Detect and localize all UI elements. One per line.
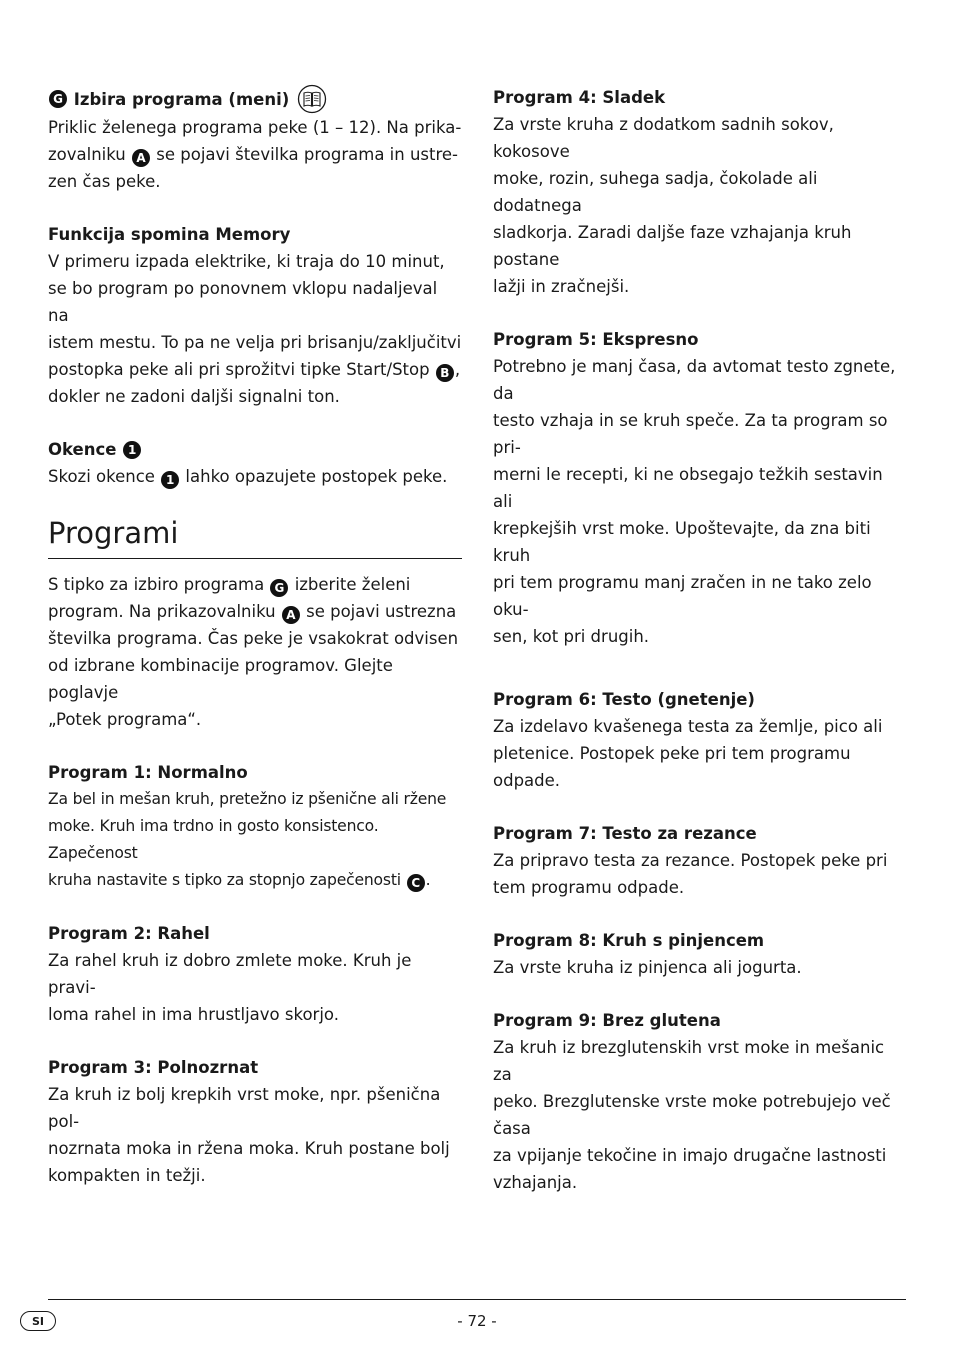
section-title: Program 9: Brez glutena bbox=[493, 1011, 721, 1030]
text-line bbox=[48, 598, 462, 625]
section-title bbox=[48, 84, 462, 114]
text-fragment: Skozi okence bbox=[48, 467, 155, 486]
text-line: pletenice. Postopek peke pri tem programu odpade. bbox=[493, 744, 851, 790]
text-line: Za kruh iz bolj krepkih vrst moke, npr. pšenična pol- bbox=[48, 1085, 441, 1131]
text-line: številka programa. Čas peke je vsakokrat odvisen bbox=[48, 629, 459, 648]
text-line: moke. Kruh ima trdno in gosto konsistenco. Zapečenost bbox=[48, 817, 379, 862]
text-line: „Potek programa“. bbox=[48, 710, 202, 729]
text-line: sen, kot pri drugih. bbox=[493, 627, 650, 646]
text-line bbox=[48, 463, 462, 490]
page-number: - 72 - bbox=[457, 1312, 497, 1330]
text-line: dokler ne zadoni daljši signalni ton. bbox=[48, 387, 340, 406]
text-line: Za vrste kruha z dodatkom sadnih sokov, kokosove bbox=[493, 115, 834, 161]
text-line: za vpijanje tekočine in imajo drugačne lastnosti bbox=[493, 1146, 887, 1165]
section-program-4 bbox=[493, 84, 907, 300]
section-title: Program 2: Rahel bbox=[48, 924, 210, 943]
text-fragment: postopka peke ali pri sprožitvi tipke Start/Stop bbox=[48, 360, 430, 379]
text-line: loma rahel in ima hrustljavo skorjo. bbox=[48, 1005, 339, 1024]
title-text: Okence bbox=[48, 440, 117, 459]
badge-c: C bbox=[407, 874, 425, 892]
badge-a: A bbox=[282, 606, 300, 624]
section-title: Program 4: Sladek bbox=[493, 88, 666, 107]
section-memory bbox=[48, 221, 462, 410]
section-window bbox=[48, 436, 462, 490]
badge-a: A bbox=[132, 149, 150, 167]
book-icon bbox=[297, 84, 327, 114]
text-line bbox=[48, 356, 462, 383]
page-heading: Programi bbox=[48, 516, 462, 559]
text-line: Za bel in mešan kruh, pretežno iz pšenične ali ržene bbox=[48, 790, 447, 808]
text-line: Za kruh iz brezglutenskih vrst moke in mešanic za bbox=[493, 1038, 885, 1084]
section-program-8 bbox=[493, 927, 907, 981]
text-line bbox=[48, 867, 462, 894]
badge-g: G bbox=[270, 579, 288, 597]
section-program-7 bbox=[493, 820, 907, 901]
right-column bbox=[493, 84, 907, 1222]
text-line: testo vzhaja in se kruh speče. Za ta program so pri- bbox=[493, 411, 888, 457]
section-program-2 bbox=[48, 920, 462, 1028]
text-line: V primeru izpada elektrike, ki traja do 10 minut, bbox=[48, 252, 445, 271]
text-line: lažji in zračnejši. bbox=[493, 277, 630, 296]
text-line: krepkejših vrst moke. Upoštevajte, da zna biti kruh bbox=[493, 519, 871, 565]
section-program-5 bbox=[493, 326, 907, 650]
section-title: Funkcija spomina Memory bbox=[48, 225, 291, 244]
text-line: vzhajanja. bbox=[493, 1173, 578, 1192]
section-intro bbox=[48, 571, 462, 733]
section-program-3 bbox=[48, 1054, 462, 1189]
text-line: merni le recepti, ki ne obsegajo težkih sestavin ali bbox=[493, 465, 883, 511]
footer-divider bbox=[48, 1299, 906, 1300]
text-fragment: program. Na prikazovalniku bbox=[48, 602, 276, 621]
text-line: Potrebno je manj časa, da avtomat testo zgnete, da bbox=[493, 357, 896, 403]
section-program-select bbox=[48, 84, 462, 195]
language-badge: SI bbox=[20, 1311, 56, 1331]
text-line: se bo program po ponovnem vklopu nadaljeval na bbox=[48, 279, 438, 325]
section-program-9 bbox=[493, 1007, 907, 1196]
text-line: od izbrane kombinacije programov. Glejte poglavje bbox=[48, 656, 393, 702]
text-fragment: kruha nastavite s tipko za stopnjo zapečenosti bbox=[48, 871, 401, 889]
text-line: pri tem programu manj zračen in ne tako zelo oku- bbox=[493, 573, 872, 619]
text-fragment: S tipko za izbiro programa bbox=[48, 575, 265, 594]
text-line: istem mestu. To pa ne velja pri brisanju/zaključitvi bbox=[48, 333, 462, 352]
text-line: Za pripravo testa za rezance. Postopek peke pri bbox=[493, 851, 888, 870]
text-line: moke, rozin, suhega sadja, čokolade ali dodatnega bbox=[493, 169, 818, 215]
badge-1: 1 bbox=[123, 441, 141, 459]
section-title: Program 3: Polnozrnat bbox=[48, 1058, 259, 1077]
section-program-6 bbox=[493, 686, 907, 794]
title-text: Izbira programa (meni) bbox=[73, 89, 290, 109]
text-line bbox=[48, 571, 462, 598]
text-line: nozrnata moka in ržena moka. Kruh postane bolj bbox=[48, 1139, 450, 1158]
text-line bbox=[48, 141, 462, 168]
text-fragment: se pojavi ustrezna bbox=[306, 602, 457, 621]
section-title bbox=[48, 436, 462, 463]
text-line: zen čas peke. bbox=[48, 172, 161, 191]
section-title: Program 7: Testo za rezance bbox=[493, 824, 757, 843]
section-title: Program 8: Kruh s pinjencem bbox=[493, 931, 765, 950]
text-fragment: se pojavi številka programa in ustre- bbox=[156, 145, 459, 164]
text-line: kompakten in težji. bbox=[48, 1166, 206, 1185]
text-fragment: izberite želeni bbox=[294, 575, 411, 594]
section-title: Program 5: Ekspresno bbox=[493, 330, 699, 349]
text-fragment: lahko opazujete postopek peke. bbox=[185, 467, 448, 486]
section-title: Program 1: Normalno bbox=[48, 763, 248, 782]
badge-1: 1 bbox=[161, 471, 179, 489]
text-line: Za vrste kruha iz pinjenca ali jogurta. bbox=[493, 958, 802, 977]
section-title: Program 6: Testo (gnetenje) bbox=[493, 690, 755, 709]
text-line: Za izdelavo kvašenega testa za žemlje, pico ali bbox=[493, 717, 883, 736]
badge-g: G bbox=[49, 90, 67, 108]
text-fragment: , bbox=[454, 360, 461, 379]
text-fragment: . bbox=[425, 871, 431, 889]
left-column bbox=[48, 84, 462, 1215]
text-fragment: zovalniku bbox=[48, 145, 126, 164]
text-line: Za rahel kruh iz dobro zmlete moke. Kruh je pravi- bbox=[48, 951, 412, 997]
text-line: tem programu odpade. bbox=[493, 878, 685, 897]
text-line: Priklic želenega programa peke (1 – 12). Na prika- bbox=[48, 118, 462, 137]
text-line: sladkorja. Zaradi daljše faze vzhajanja kruh postane bbox=[493, 223, 852, 269]
section-program-1 bbox=[48, 759, 462, 894]
badge-b: B bbox=[436, 364, 454, 382]
text-line: peko. Brezglutenske vrste moke potrebujejo več časa bbox=[493, 1092, 891, 1138]
